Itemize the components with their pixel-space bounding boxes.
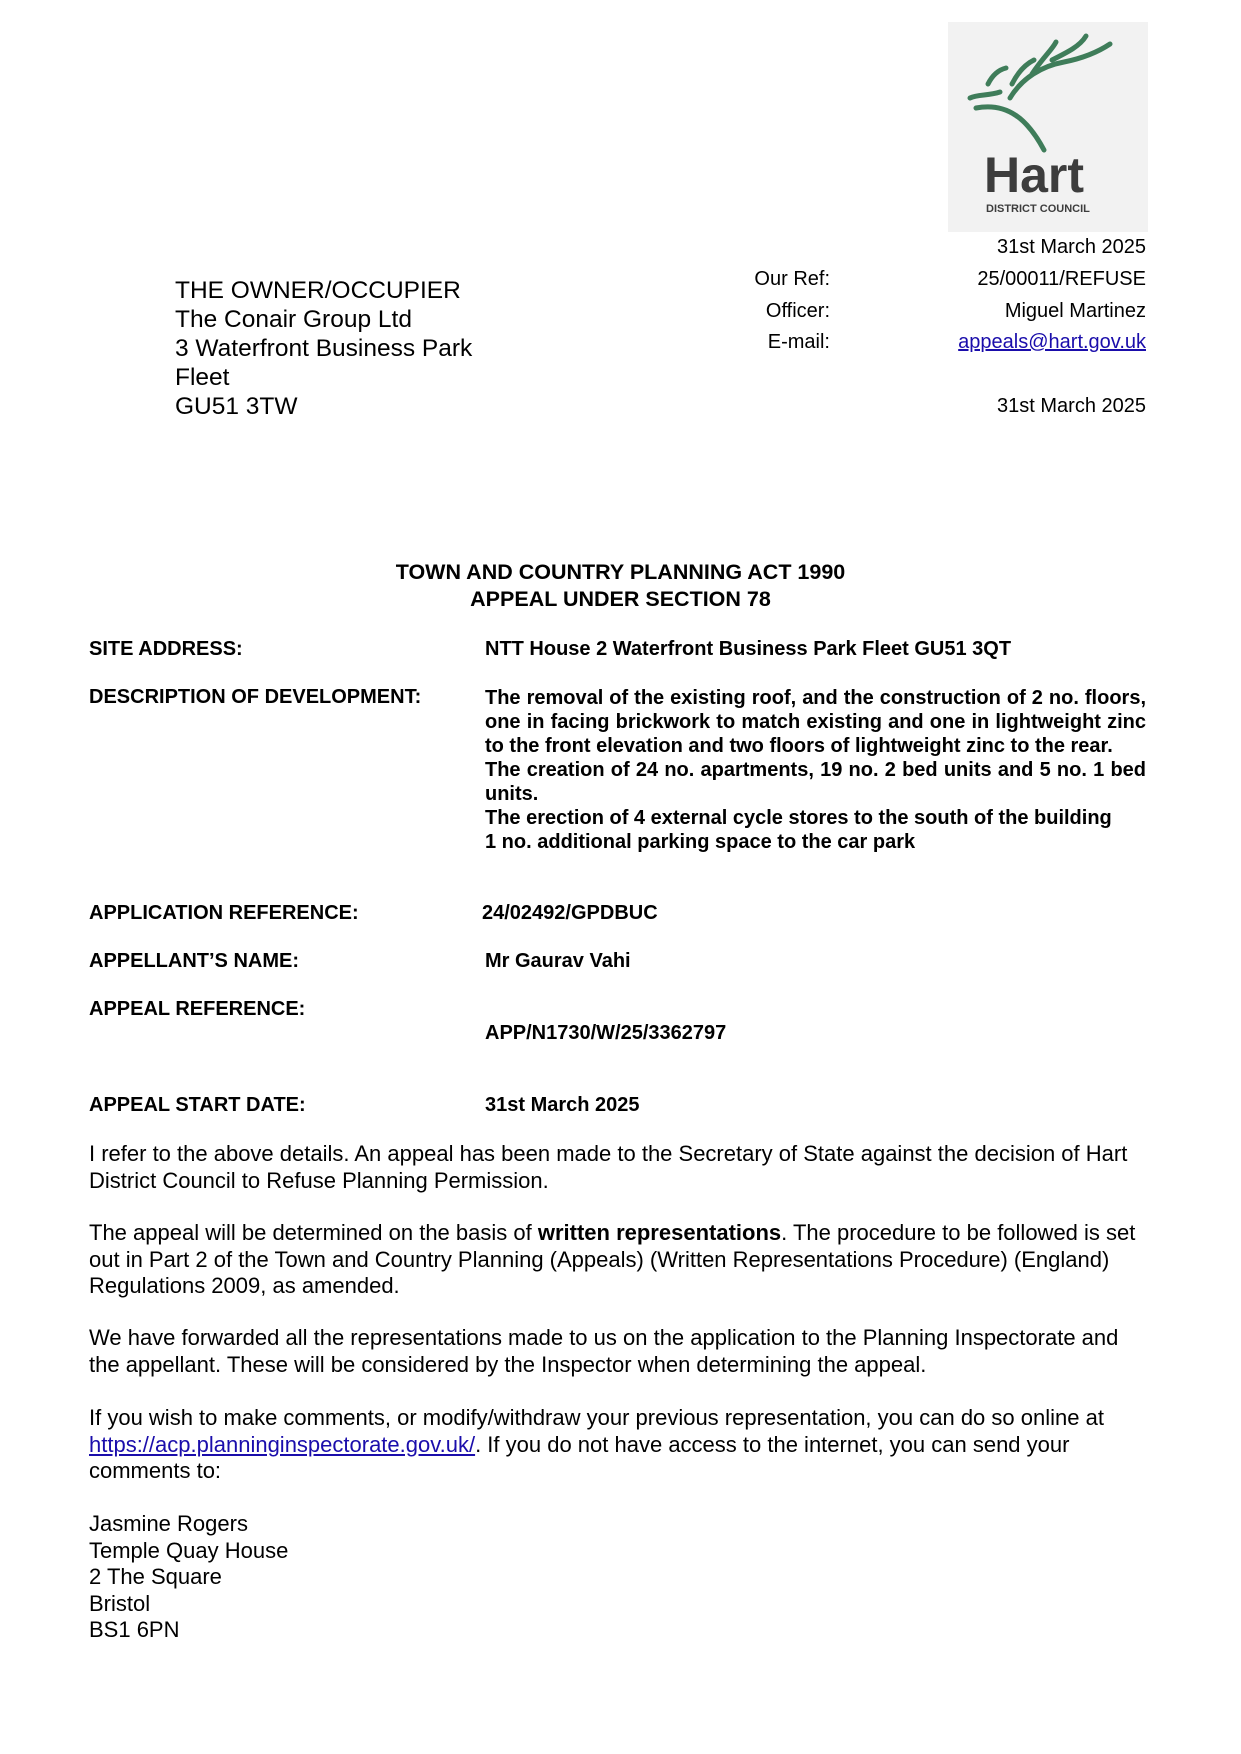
recipient-line: The Conair Group Ltd [175,306,412,333]
appeal-ref-value: APP/N1730/W/25/3362797 [485,1022,727,1044]
paragraph-text: If you wish to make comments, or modify/withdraw your previous representation, you can do so online at [89,1405,1104,1430]
recipient-line: GU51 3TW [175,393,298,420]
document-title [0,559,1241,613]
council-logo [948,22,1148,232]
email-link[interactable]: appeals@hart.gov.uk [958,331,1146,353]
application-ref-value: 24/02492/GPDBUC [482,902,658,924]
logo-subtitle: DISTRICT COUNCIL [986,203,1090,215]
header-date: 31st March 2025 [997,395,1146,417]
email-label: E-mail: [767,331,830,353]
start-date-label: APPEAL START DATE: [89,1094,306,1116]
description-paragraph: The erection of 4 external cycle stores to the south of the building [485,807,1112,829]
recipient-address [175,276,472,421]
site-address-label: SITE ADDRESS: [89,638,243,660]
site-address-value: NTT House 2 Waterfront Business Park Fleet GU51 3QT [485,638,1012,660]
description-value [485,686,1146,854]
address-line: BS1 6PN [89,1617,180,1642]
paragraph-text: . The procedure to be followed is set out in Part 2 of the Town and Country Planning (Appeals) (Written Representations Procedure) (England) Regulations 2009, as amended. [89,1220,1136,1298]
appeal-ref-label: APPEAL REFERENCE: [89,998,306,1020]
address-line: Bristol [89,1590,151,1616]
body-paragraph-3 [89,1325,1154,1378]
address-line: Temple Quay House [89,1537,289,1563]
appellant-value: Mr Gaurav Vahi [485,950,631,972]
appellant-label: APPELLANT’S NAME: [89,950,299,972]
recipient-line: 3 Waterfront Business Park [175,335,473,362]
paragraph-text: I refer to the above details. An appeal has been made to the Secretary of State against the decision of Hart District Council to Refuse Planning Permission. [89,1141,1128,1193]
our-ref-label: Our Ref: [754,268,830,290]
our-ref-value: 25/00011/REFUSE [977,268,1146,290]
send-to-address [89,1511,288,1644]
emphasis-text: written representations [537,1220,782,1245]
description-label: DESCRIPTION OF DEVELOPMENT: [89,686,422,708]
description-paragraph: The removal of the existing roof, and the construction of 2 no. floors, one in facing brickwork to match existing and one in lightweight zinc to the front elevation and two floors of lightweight zinc to the rear. [485,687,1146,757]
paragraph-text: . If you do not have access to the internet, you can send your comments to: [89,1431,1070,1483]
officer-value: Miguel Martinez [1004,300,1146,322]
paragraph-text: We have forwarded all the representations made to us on the application to the Planning Inspectorate and the appellant. These will be considered by the Inspector when determining the appeal. [89,1325,1119,1377]
description-paragraph: The creation of 24 no. apartments, 19 no. 2 bed units and 5 no. 1 bed units. [485,759,1146,805]
planning-inspectorate-link[interactable]: https://acp.planninginspectorate.gov.uk/ [89,1431,476,1457]
recipient-line: Fleet [175,364,230,391]
body-paragraph-2 [89,1220,1154,1300]
recipient-line: THE OWNER/OCCUPIER [175,277,461,304]
logo-name: Hart [984,147,1085,203]
header-top-date: 31st March 2025 [997,236,1146,258]
body-paragraph-1 [89,1141,1154,1194]
title-line: APPEAL UNDER SECTION 78 [470,587,771,611]
address-line: 2 The Square [89,1564,222,1589]
body-paragraph-4 [89,1405,1154,1485]
start-date-value: 31st March 2025 [485,1094,640,1116]
title-line: TOWN AND COUNTRY PLANNING ACT 1990 [395,560,846,584]
application-ref-label: APPLICATION REFERENCE: [89,902,359,924]
address-line: Jasmine Rogers [89,1511,248,1536]
description-paragraph: 1 no. additional parking space to the car park [485,831,916,853]
officer-label: Officer: [765,300,830,322]
stag-emblem-icon [970,36,1110,150]
paragraph-text: The appeal will be determined on the basis of [89,1220,538,1245]
